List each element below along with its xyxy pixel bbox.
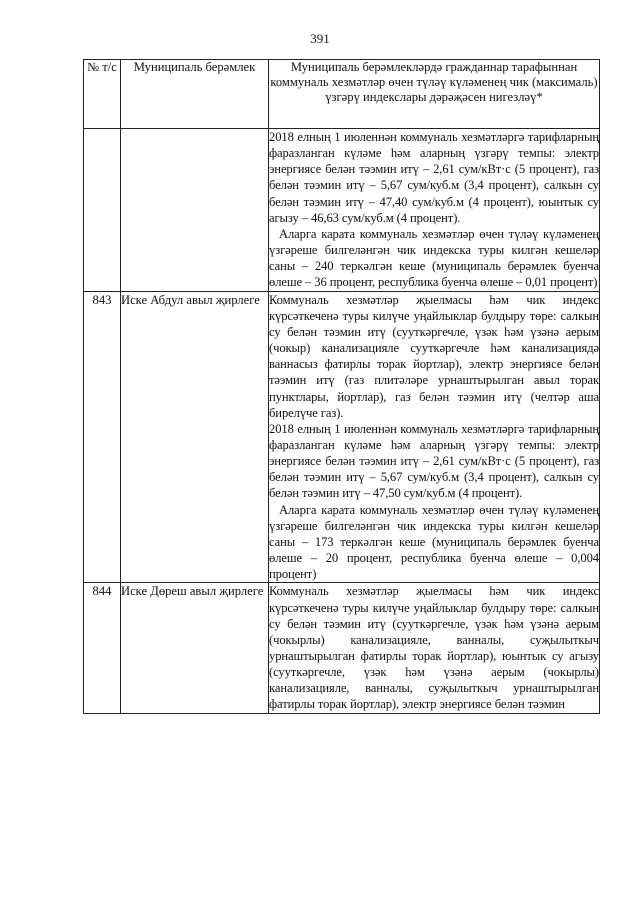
description-paragraph: Коммуналь хезмәтләр җыелмасы һәм чик индекс күрсәткеченә туры килүче уңайлыклар булдыру төре: салкын су белән тәэмин итү (сууткәргечле, үзәк һәм үзәнә аерым (чокыр) канализацияле сууткәргечле һәм канализациядә ваннасыз фатирлы торак йортлар), электр энергиясе белән тәэмин итү (газ плитәләре урнаштырылган авыл торак пунктлары, йортлар), газ белән тәэмин итү (челтәр аша бирелүче газ). [269, 292, 599, 420]
row-municipality-name: Иске Абдул авыл җирлеге [121, 291, 269, 583]
description-paragraph: Аларга карата коммуналь хезмәтләр өчен түләү күләменең үзгәреше билгеләнгән чик индекска туры килгән кешеләр саны – 173 теркәлгән кеше (муниципаль берәмлек буенча өлеше – 20 процент, республика буенча өлеше – 0,004 процент) [269, 502, 599, 582]
row-description [269, 291, 600, 583]
description-paragraph: Аларга карата коммуналь хезмәтләр өчен түләү күләменең үзгәреше билгеләнгән чик индекска туры килгән кешеләр саны – 240 теркәлгән кеше (муниципаль берәмлек буенча өлеше – 36 процент, республика буенча өлеше – 0,01 процент) [269, 226, 599, 290]
table-row [84, 129, 600, 292]
header-number: № т/с [84, 60, 121, 129]
description-paragraph: Коммуналь хезмәтләр җыелмасы һәм чик индекс күрсәткеченә туры килүче уңайлыклар булдыру төре: салкын су белән тәэмин итү (сууткәргечле, үзәк һәм үзәнә аерым (чокырлы) канализацияле, ванналы, суҗылыткыч урнаштырылган фатирлы торак йортлар), юынтык су агызу (сууткәргечле, үзәк һәм үзәнә аерым (чокырлы) канализацияле, ванналы, суҗылыткыч урнаштырылган фатирлы торак йортлар), электр энергиясе белән тәэмин [269, 584, 599, 712]
header-municipality: Муниципаль берәмлек [121, 60, 269, 129]
row-description [269, 583, 600, 713]
row-municipality-name: Иске Дөреш авыл җирлеге [121, 583, 269, 713]
row-number: 843 [84, 291, 121, 583]
row-municipality-name [121, 129, 269, 292]
row-number [84, 129, 121, 292]
description-paragraph: 2018 елның 1 июленнән коммуналь хезмәтләргә тарифларның фаразланган күләме һәм аларның үзгәрү темпы: электр энергиясе белән тәэмин итү – 2,61 сум/кВт·с (5 процент), газ белән тәэмин итү – 5,67 сум/куб.м (3,4 процент), салкын су белән тәэмин итү – 47,40 сум/куб.м (4 процент), юынтык су агызу – 46,63 сум/куб.м (4 процент). [269, 130, 599, 225]
table-row [84, 583, 600, 713]
description-paragraph: 2018 елның 1 июленнән коммуналь хезмәтләргә тарифларның фаразланган күләме һәм аларның үзгәрү темпы: электр энергиясе белән тәэмин итү – 2,61 сум/кВт·с (5 процент), газ белән тәэмин итү – 5,67 сум/куб.м (3,4 процент), салкын су белән тәэмин итү – 47,50 сум/куб.м (4 процент). [269, 421, 599, 501]
row-number: 844 [84, 583, 121, 713]
page-number: 391 [310, 31, 330, 46]
indices-table [83, 59, 600, 714]
table-header-row [84, 60, 600, 129]
header-description: Муниципаль берәмлекләрдә гражданнар тарафыннан коммуналь хезмәтләр өчен түләү күләменең чик (максималь) үзгәрү индекслары дәрәҗәсен нигезләү* [269, 60, 600, 129]
row-description [269, 129, 600, 292]
table-row [84, 291, 600, 583]
